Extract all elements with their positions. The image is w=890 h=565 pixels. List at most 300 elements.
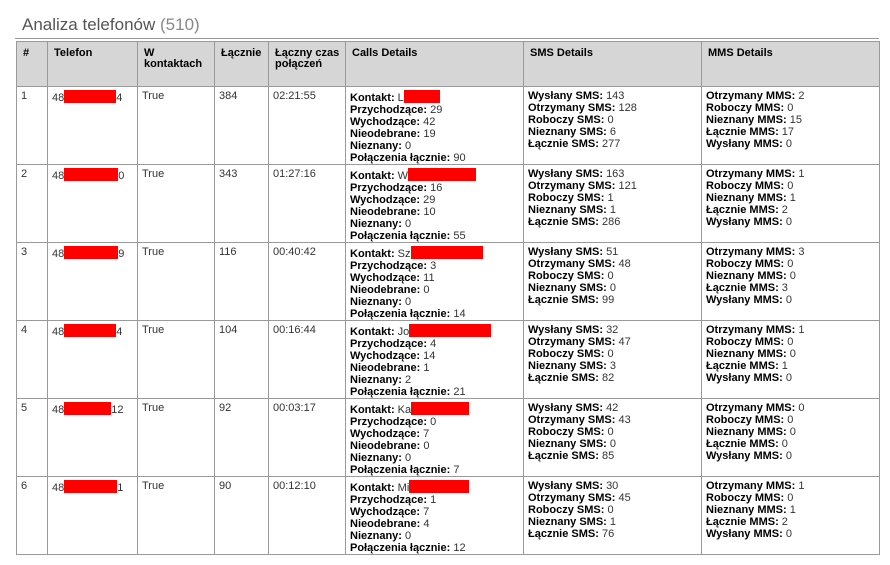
- sms-sent-line: [528, 324, 698, 336]
- mms-total-line: [706, 204, 876, 216]
- row-number: 5: [17, 399, 48, 477]
- sms-draft-line: [528, 504, 698, 516]
- mms-received-line: [706, 168, 876, 180]
- sms-received-line-value: 47: [618, 336, 631, 348]
- sms-draft-line-label: Roboczy SMS:: [528, 114, 605, 126]
- sms-draft-line-value: 0: [607, 348, 614, 360]
- mms-unknown-line: [706, 270, 876, 282]
- mms-total-line-label: Łącznie MMS:: [706, 360, 779, 372]
- sms-total-line-value: 82: [601, 372, 615, 384]
- unknown-line: [350, 140, 520, 152]
- phone-prefix: 48: [52, 248, 65, 260]
- calls-details-cell: [346, 477, 524, 555]
- outgoing-line-value: 42: [423, 116, 436, 128]
- sms-unknown-line-value: 1: [609, 516, 617, 528]
- sms-sent-line-label: Wysłany SMS:: [528, 480, 603, 492]
- sms-total-line-value: 286: [601, 216, 621, 228]
- mms-received-line-value: 1: [798, 480, 805, 492]
- sms-sent-line-label: Wysłany SMS:: [528, 90, 603, 102]
- mms-sent-line: [706, 450, 876, 462]
- unknown-line-label: Nieznany:: [350, 218, 402, 230]
- total-time-value: 00:03:17: [269, 399, 346, 477]
- redaction-bar: [64, 90, 116, 103]
- redaction-bar: [404, 90, 440, 103]
- mms-total-line: [706, 438, 876, 450]
- sms-sent-line: [528, 168, 698, 180]
- missed-line-value: 19: [423, 128, 436, 140]
- sms-unknown-line-value: 0: [609, 438, 617, 450]
- col-header-calls[interactable]: Calls Details: [346, 42, 524, 87]
- mms-unknown-line: [706, 192, 876, 204]
- unknown-line: [350, 296, 520, 308]
- calls-total-line: [350, 386, 520, 398]
- missed-line-label: Nieodebrane:: [350, 128, 421, 140]
- in-contacts-value: True: [138, 243, 215, 321]
- mms-total-line: [706, 282, 876, 294]
- mms-total-line: [706, 516, 876, 528]
- table-row[interactable]: [17, 477, 880, 555]
- contact-line: [350, 402, 520, 416]
- missed-line-label: Nieodebrane:: [350, 440, 421, 452]
- mms-received-line-label: Otrzymany MMS:: [706, 246, 796, 258]
- mms-sent-line: [706, 294, 876, 306]
- mms-unknown-line-value: 15: [789, 114, 802, 126]
- sms-sent-line-value: 32: [606, 324, 619, 336]
- total-value: 92: [215, 399, 269, 477]
- sms-unknown-line-label: Nieznany SMS:: [528, 360, 607, 372]
- mms-draft-line-label: Roboczy MMS:: [706, 258, 785, 270]
- contact-name: Sz: [397, 248, 411, 260]
- contact-line: [350, 246, 520, 260]
- sms-total-line: [528, 372, 698, 384]
- calls-total-line-label: Połączenia łącznie:: [350, 464, 451, 476]
- missed-line: [350, 518, 520, 530]
- phone-suffix: 0: [118, 170, 125, 182]
- sms-sent-line-label: Wysłany SMS:: [528, 402, 603, 414]
- sms-details-cell: [524, 165, 702, 243]
- sms-total-line-value: 85: [601, 450, 615, 462]
- incoming-line-value: 16: [430, 182, 443, 194]
- table-row[interactable]: [17, 243, 880, 321]
- redaction-bar: [411, 402, 469, 415]
- outgoing-line-label: Wychodzące:: [350, 194, 421, 206]
- contact-label: Kontakt:: [350, 248, 395, 260]
- sms-unknown-line-value: 3: [609, 360, 617, 372]
- redaction-bar: [409, 324, 491, 337]
- mms-received-line-value: 0: [798, 402, 805, 414]
- sms-details-cell: [524, 87, 702, 165]
- mms-received-line-value: 3: [798, 246, 805, 258]
- sms-details-cell: [524, 321, 702, 399]
- sms-unknown-line-value: 6: [609, 126, 617, 138]
- sms-unknown-line-value: 0: [609, 282, 617, 294]
- page-title: [22, 15, 200, 35]
- sms-unknown-line-label: Nieznany SMS:: [528, 126, 607, 138]
- sms-draft-line-label: Roboczy SMS:: [528, 426, 605, 438]
- col-header-total-time[interactable]: Łączny czas połączeń: [269, 42, 346, 87]
- calls-total-line-value: 55: [453, 230, 466, 242]
- sms-total-line: [528, 138, 698, 150]
- contact-line: [350, 324, 520, 338]
- contact-label: Kontakt:: [350, 92, 395, 104]
- mms-total-line: [706, 360, 876, 372]
- sms-total-line: [528, 450, 698, 462]
- sms-unknown-line-value: 1: [609, 204, 617, 216]
- mms-details-cell: [702, 87, 880, 165]
- incoming-line: [350, 338, 520, 350]
- mms-details-cell: [702, 165, 880, 243]
- sms-sent-line-label: Wysłany SMS:: [528, 324, 603, 336]
- missed-line: [350, 362, 520, 374]
- sms-received-line-label: Otrzymany SMS:: [528, 102, 616, 114]
- table-row[interactable]: [17, 87, 880, 165]
- mms-sent-line-label: Wysłany MMS:: [706, 294, 783, 306]
- calls-total-line-value: 21: [453, 386, 466, 398]
- incoming-line-label: Przychodzące:: [350, 104, 428, 116]
- sms-received-line: [528, 336, 698, 348]
- mms-sent-line-value: 0: [785, 216, 792, 228]
- sms-draft-line-label: Roboczy SMS:: [528, 348, 605, 360]
- missed-line-value: 0: [423, 440, 430, 452]
- sms-sent-line-value: 163: [606, 168, 625, 180]
- missed-line-value: 10: [423, 206, 436, 218]
- mms-total-line-label: Łącznie MMS:: [706, 438, 779, 450]
- calls-total-line-label: Połączenia łącznie:: [350, 230, 451, 242]
- phone-cell: [48, 165, 138, 243]
- outgoing-line: [350, 194, 520, 206]
- calls-details-cell: [346, 165, 524, 243]
- in-contacts-value: True: [138, 165, 215, 243]
- mms-draft-line-value: 0: [787, 102, 794, 114]
- col-header-phone[interactable]: Telefon: [48, 42, 138, 87]
- incoming-line-value: 1: [430, 494, 437, 506]
- outgoing-line: [350, 506, 520, 518]
- sms-received-line-value: 45: [618, 492, 631, 504]
- missed-line-label: Nieodebrane:: [350, 518, 421, 530]
- total-value: 343: [215, 165, 269, 243]
- mms-draft-line: [706, 102, 876, 114]
- mms-draft-line-value: 0: [787, 258, 794, 270]
- sms-unknown-line: [528, 282, 698, 294]
- mms-unknown-line: [706, 348, 876, 360]
- in-contacts-value: True: [138, 321, 215, 399]
- incoming-line-value: 4: [430, 338, 437, 350]
- contact-label: Kontakt:: [350, 482, 395, 494]
- unknown-line-label: Nieznany:: [350, 296, 402, 308]
- mms-sent-line-label: Wysłany MMS:: [706, 372, 783, 384]
- missed-line: [350, 128, 520, 140]
- outgoing-line: [350, 116, 520, 128]
- sms-total-line-label: Łącznie SMS:: [528, 528, 599, 540]
- mms-received-line-label: Otrzymany MMS:: [706, 480, 796, 492]
- calls-details-cell: [346, 321, 524, 399]
- mms-sent-line: [706, 216, 876, 228]
- total-value: 90: [215, 477, 269, 555]
- col-header-total[interactable]: Łącznie: [215, 42, 269, 87]
- mms-received-line-value: 1: [798, 168, 805, 180]
- col-header-num[interactable]: #: [17, 42, 48, 87]
- contact-name: W: [397, 170, 409, 182]
- sms-unknown-line: [528, 126, 698, 138]
- outgoing-line-value: 29: [423, 194, 436, 206]
- record-count: (510): [160, 15, 200, 34]
- incoming-line-value: 0: [430, 416, 437, 428]
- calls-total-line-value: 7: [453, 464, 460, 476]
- calls-total-line-label: Połączenia łącznie:: [350, 308, 451, 320]
- mms-unknown-line-value: 0: [789, 426, 796, 438]
- redaction-bar: [64, 402, 111, 415]
- mms-sent-line-label: Wysłany MMS:: [706, 138, 783, 150]
- incoming-line: [350, 494, 520, 506]
- unknown-line-label: Nieznany:: [350, 530, 402, 542]
- mms-sent-line-value: 0: [785, 372, 792, 384]
- phone-prefix: 48: [52, 170, 65, 182]
- mms-draft-line-value: 0: [787, 336, 794, 348]
- calls-total-line-label: Połączenia łącznie:: [350, 386, 451, 398]
- mms-unknown-line-value: 1: [789, 504, 796, 516]
- mms-total-line-value: 0: [781, 438, 788, 450]
- sms-received-line: [528, 258, 698, 270]
- outgoing-line-value: 11: [423, 272, 435, 284]
- incoming-line-label: Przychodzące:: [350, 338, 428, 350]
- mms-total-line-label: Łącznie MMS:: [706, 282, 779, 294]
- redaction-bar: [64, 480, 117, 493]
- phone-analysis-table: [16, 41, 880, 555]
- sms-received-line: [528, 180, 698, 192]
- unknown-line-value: 0: [405, 530, 412, 542]
- sms-draft-line: [528, 114, 698, 126]
- sms-received-line-value: 128: [618, 102, 637, 114]
- missed-line-label: Nieodebrane:: [350, 206, 421, 218]
- sms-total-line-label: Łącznie SMS:: [528, 372, 599, 384]
- contact-name: Jo: [397, 326, 410, 338]
- total-value: 104: [215, 321, 269, 399]
- missed-line: [350, 284, 520, 296]
- outgoing-line-value: 14: [423, 350, 436, 362]
- incoming-line-label: Przychodzące:: [350, 260, 428, 272]
- mms-draft-line: [706, 258, 876, 270]
- col-header-sms[interactable]: SMS Details: [524, 42, 702, 87]
- calls-total-line-value: 12: [453, 542, 466, 554]
- sms-received-line-label: Otrzymany SMS:: [528, 336, 616, 348]
- missed-line-label: Nieodebrane:: [350, 362, 421, 374]
- mms-sent-line-value: 0: [785, 294, 792, 306]
- mms-draft-line-value: 0: [787, 414, 794, 426]
- sms-draft-line-value: 0: [607, 270, 614, 282]
- sms-total-line: [528, 216, 698, 228]
- sms-unknown-line: [528, 204, 698, 216]
- redaction-bar: [64, 168, 118, 181]
- sms-unknown-line-label: Nieznany SMS:: [528, 282, 607, 294]
- mms-draft-line-label: Roboczy MMS:: [706, 336, 785, 348]
- mms-received-line: [706, 480, 876, 492]
- contact-line: [350, 480, 520, 494]
- contact-name: L: [397, 92, 404, 104]
- mms-sent-line: [706, 528, 876, 540]
- sms-details-cell: [524, 243, 702, 321]
- row-number: 3: [17, 243, 48, 321]
- sms-draft-line-value: 0: [607, 114, 614, 126]
- mms-unknown-line: [706, 504, 876, 516]
- phone-prefix: 48: [52, 482, 65, 494]
- contact-line: [350, 168, 520, 182]
- sms-total-line: [528, 528, 698, 540]
- table-row[interactable]: [17, 321, 880, 399]
- mms-unknown-line-label: Nieznany MMS:: [706, 114, 787, 126]
- mms-sent-line-label: Wysłany MMS:: [706, 216, 783, 228]
- mms-received-line-value: 1: [798, 324, 805, 336]
- total-time-value: 01:27:16: [269, 165, 346, 243]
- phone-suffix: 9: [118, 248, 125, 260]
- mms-unknown-line-label: Nieznany MMS:: [706, 348, 787, 360]
- phone-prefix: 48: [52, 92, 65, 104]
- unknown-line-label: Nieznany:: [350, 374, 402, 386]
- mms-total-line-value: 3: [781, 282, 788, 294]
- sms-sent-line-value: 42: [606, 402, 619, 414]
- mms-draft-line-value: 0: [787, 492, 794, 504]
- table-row[interactable]: [17, 399, 880, 477]
- unknown-line-label: Nieznany:: [350, 140, 402, 152]
- incoming-line: [350, 260, 520, 272]
- phone-prefix: 48: [52, 404, 65, 416]
- unknown-line-label: Nieznany:: [350, 452, 402, 464]
- phone-prefix: 48: [52, 326, 65, 338]
- sms-total-line: [528, 294, 698, 306]
- contact-line: [350, 90, 520, 104]
- sms-received-line-label: Otrzymany SMS:: [528, 180, 616, 192]
- sms-draft-line-label: Roboczy SMS:: [528, 504, 605, 516]
- sms-draft-line: [528, 270, 698, 282]
- col-header-in-contacts[interactable]: W kontaktach: [138, 42, 215, 87]
- contact-name: Mi: [397, 482, 410, 494]
- mms-received-line: [706, 90, 876, 102]
- sms-sent-line-value: 143: [606, 90, 625, 102]
- incoming-line-value: 29: [430, 104, 443, 116]
- unknown-line: [350, 374, 520, 386]
- mms-total-line-value: 1: [781, 360, 788, 372]
- mms-total-line-value: 2: [781, 204, 788, 216]
- mms-unknown-line: [706, 114, 876, 126]
- unknown-line-value: 0: [405, 140, 412, 152]
- calls-details-cell: [346, 87, 524, 165]
- sms-draft-line-value: 1: [607, 192, 614, 204]
- incoming-line-value: 3: [430, 260, 437, 272]
- total-time-value: 00:16:44: [269, 321, 346, 399]
- mms-unknown-line-label: Nieznany MMS:: [706, 426, 787, 438]
- sms-sent-line: [528, 90, 698, 102]
- sms-unknown-line-label: Nieznany SMS:: [528, 438, 607, 450]
- sms-received-line-value: 121: [618, 180, 637, 192]
- mms-sent-line: [706, 138, 876, 150]
- contact-label: Kontakt:: [350, 404, 395, 416]
- mms-unknown-line-value: 1: [789, 192, 796, 204]
- sms-draft-line: [528, 426, 698, 438]
- mms-received-line-label: Otrzymany MMS:: [706, 168, 796, 180]
- phone-suffix: 4: [116, 92, 123, 104]
- calls-total-line: [350, 542, 520, 554]
- sms-total-line-label: Łącznie SMS:: [528, 294, 599, 306]
- total-value: 116: [215, 243, 269, 321]
- table-row[interactable]: [17, 165, 880, 243]
- mms-received-line-label: Otrzymany MMS:: [706, 90, 796, 102]
- phone-suffix: 4: [116, 326, 123, 338]
- unknown-line-value: 2: [405, 374, 412, 386]
- mms-details-cell: [702, 243, 880, 321]
- unknown-line-value: 0: [405, 218, 412, 230]
- mms-draft-line-label: Roboczy MMS:: [706, 414, 785, 426]
- in-contacts-value: True: [138, 399, 215, 477]
- total-time-value: 02:21:55: [269, 87, 346, 165]
- mms-received-line: [706, 324, 876, 336]
- mms-unknown-line: [706, 426, 876, 438]
- col-header-mms[interactable]: MMS Details: [702, 42, 880, 87]
- row-number: 2: [17, 165, 48, 243]
- phone-suffix: 1: [117, 482, 124, 494]
- phone-cell: [48, 243, 138, 321]
- sms-received-line-label: Otrzymany SMS:: [528, 258, 616, 270]
- title-divider: [15, 38, 879, 39]
- sms-total-line-value: 277: [601, 138, 621, 150]
- row-number: 6: [17, 477, 48, 555]
- unknown-line-value: 0: [405, 296, 412, 308]
- phone-suffix: 12: [111, 404, 124, 416]
- calls-total-line: [350, 464, 520, 476]
- mms-total-line-label: Łącznie MMS:: [706, 204, 779, 216]
- missed-line: [350, 440, 520, 452]
- mms-sent-line-label: Wysłany MMS:: [706, 450, 783, 462]
- redaction-bar: [411, 246, 483, 259]
- mms-draft-line: [706, 180, 876, 192]
- mms-total-line-label: Łącznie MMS:: [706, 126, 779, 138]
- missed-line-label: Nieodebrane:: [350, 284, 421, 296]
- outgoing-line: [350, 428, 520, 440]
- calls-total-line: [350, 308, 520, 320]
- incoming-line-label: Przychodzące:: [350, 494, 428, 506]
- mms-draft-line: [706, 336, 876, 348]
- sms-received-line: [528, 492, 698, 504]
- sms-total-line-label: Łącznie SMS:: [528, 138, 599, 150]
- mms-total-line-label: Łącznie MMS:: [706, 516, 779, 528]
- sms-draft-line: [528, 348, 698, 360]
- calls-details-cell: [346, 399, 524, 477]
- outgoing-line-label: Wychodzące:: [350, 428, 421, 440]
- mms-total-line: [706, 126, 876, 138]
- calls-total-line-label: Połączenia łącznie:: [350, 152, 451, 164]
- sms-total-line-value: 99: [601, 294, 615, 306]
- outgoing-line-label: Wychodzące:: [350, 506, 421, 518]
- sms-sent-line-label: Wysłany SMS:: [528, 246, 603, 258]
- mms-received-line: [706, 402, 876, 414]
- mms-draft-line: [706, 492, 876, 504]
- sms-unknown-line: [528, 438, 698, 450]
- sms-details-cell: [524, 477, 702, 555]
- phone-cell: [48, 399, 138, 477]
- unknown-line: [350, 218, 520, 230]
- phone-cell: [48, 321, 138, 399]
- mms-details-cell: [702, 477, 880, 555]
- calls-total-line-label: Połączenia łącznie:: [350, 542, 451, 554]
- total-time-value: 00:12:10: [269, 477, 346, 555]
- sms-unknown-line: [528, 360, 698, 372]
- missed-line-value: 4: [423, 518, 430, 530]
- total-value: 384: [215, 87, 269, 165]
- sms-sent-line: [528, 246, 698, 258]
- mms-received-line: [706, 246, 876, 258]
- missed-line-value: 1: [423, 362, 430, 374]
- outgoing-line-label: Wychodzące:: [350, 350, 421, 362]
- redaction-bar: [409, 480, 469, 493]
- outgoing-line: [350, 350, 520, 362]
